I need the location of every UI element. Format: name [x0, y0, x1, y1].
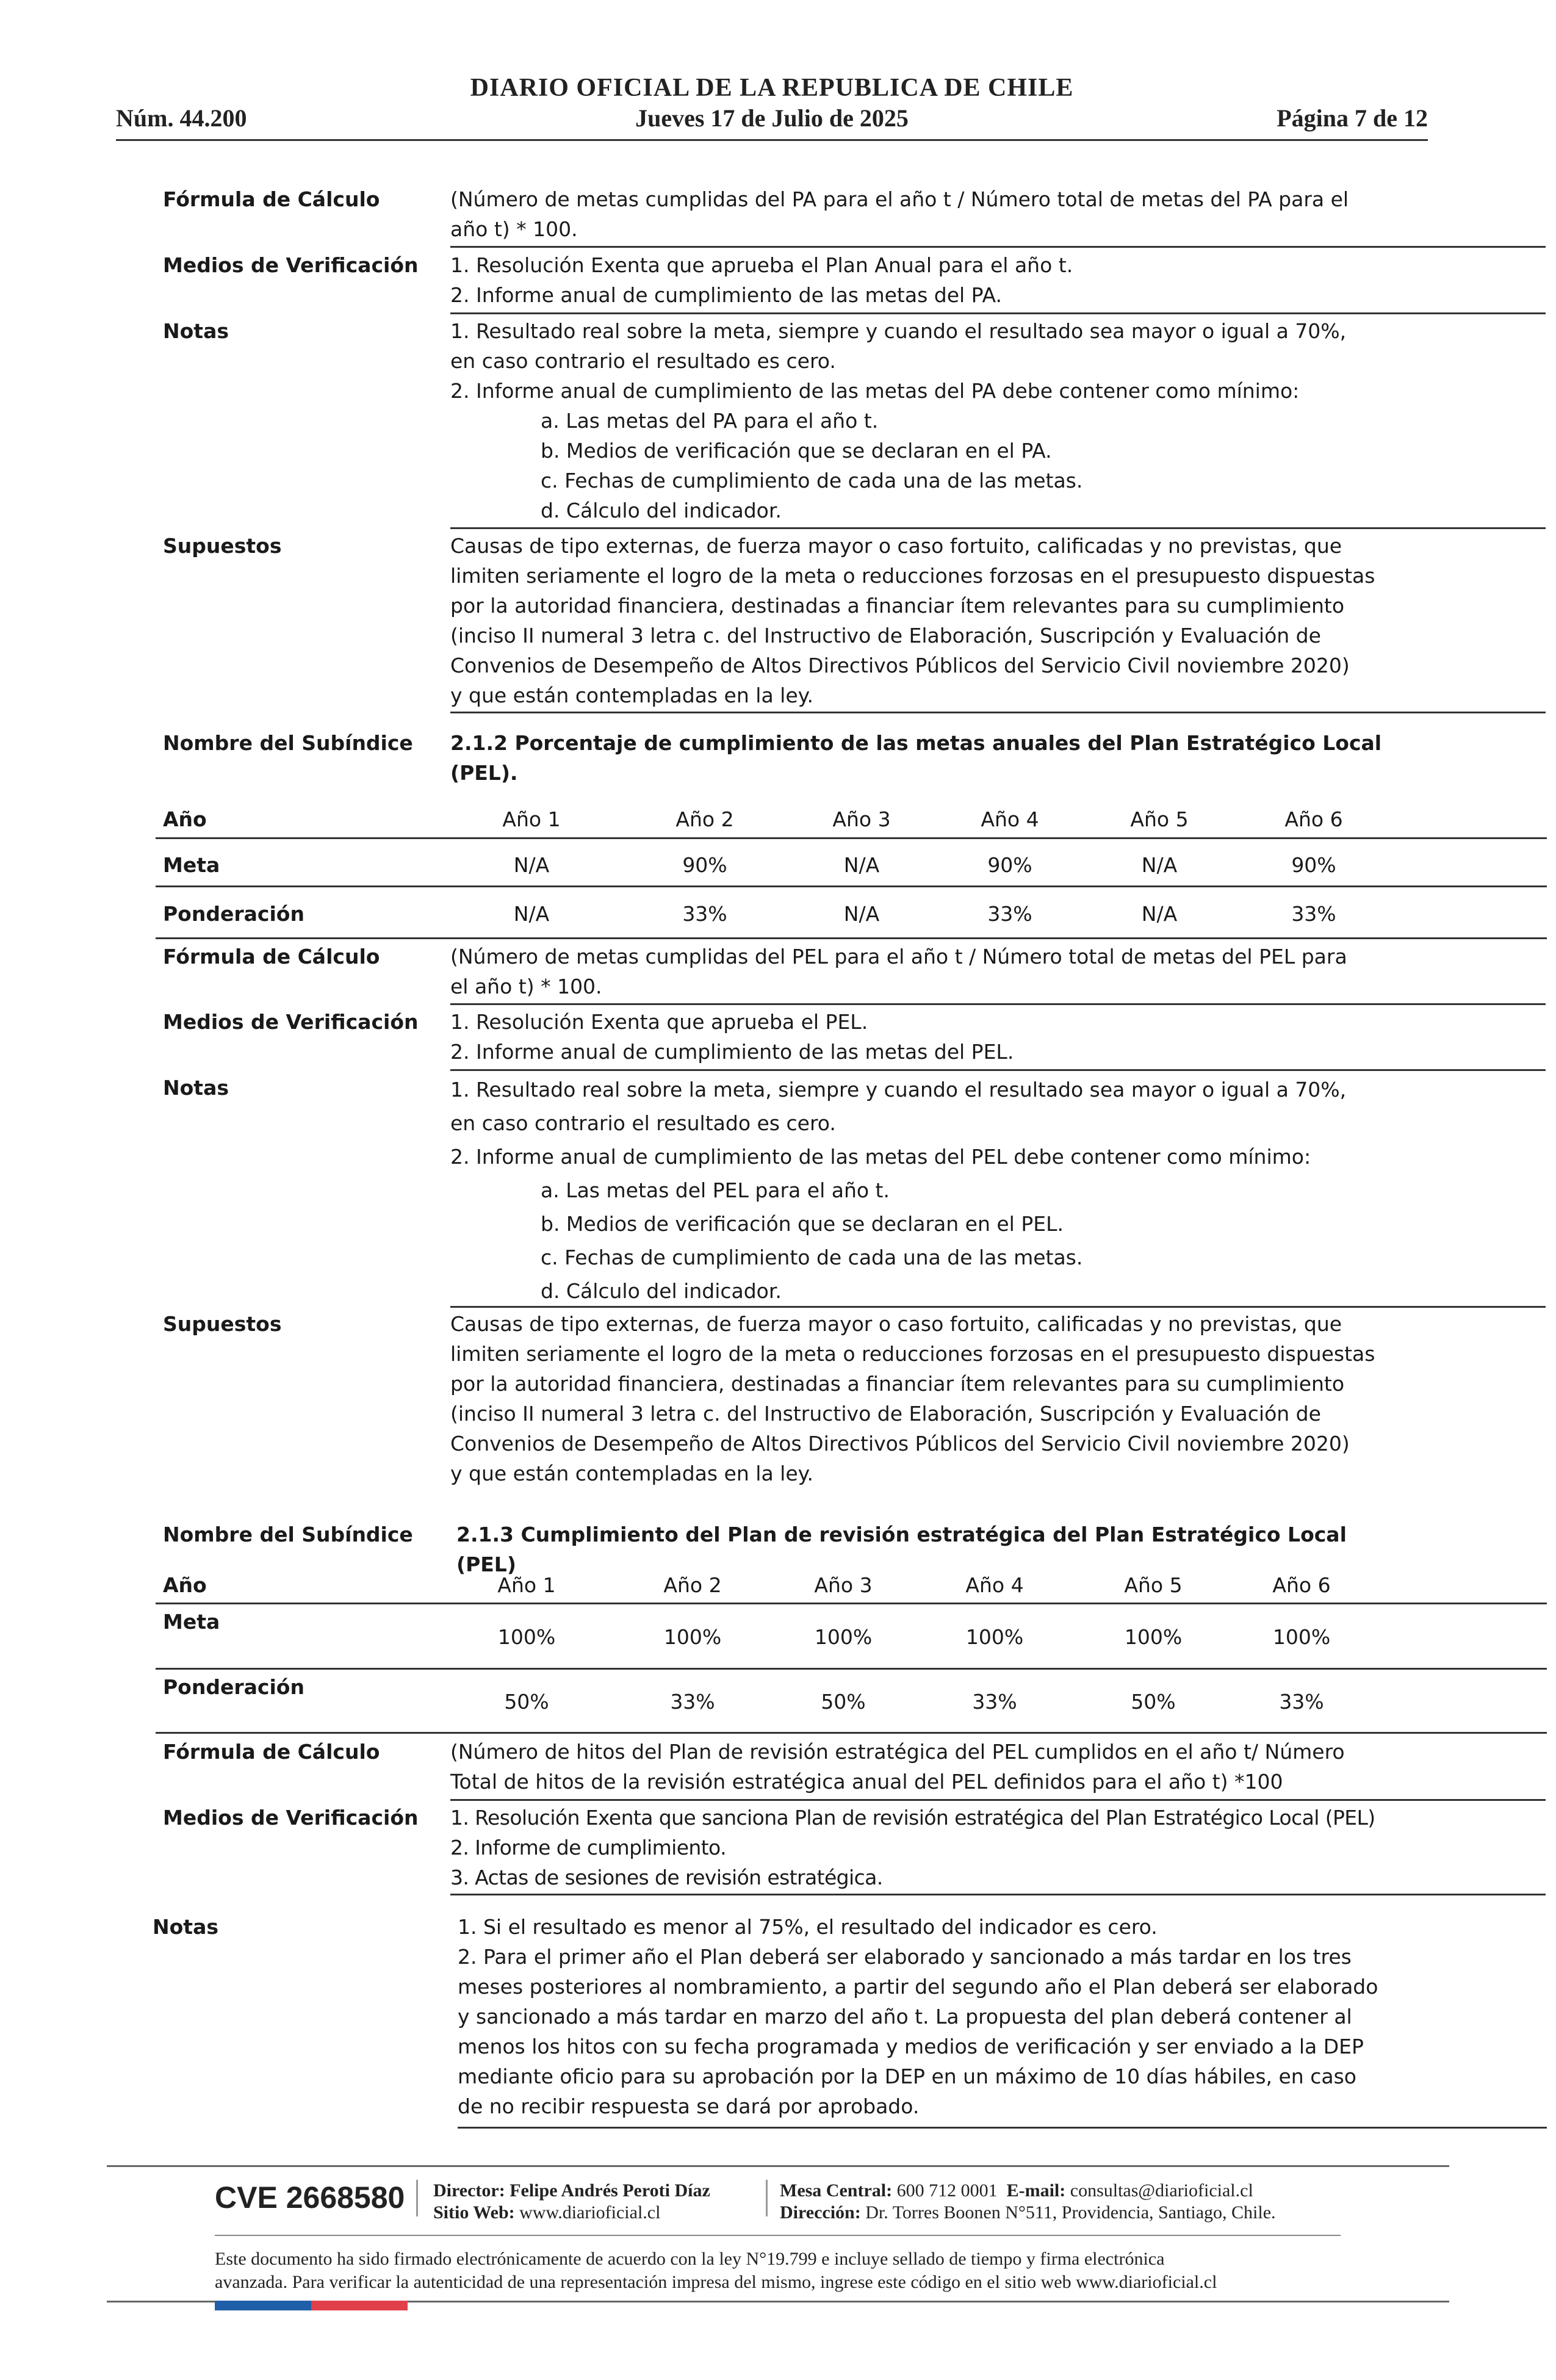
formula-text: (Número de metas cumplidas del PA para el año t / Número total de metas del PA para el año t) * 100. — [450, 187, 1349, 241]
formula-label: Fórmula de Cálculo — [163, 1740, 380, 1764]
formula-label: Fórmula de Cálculo — [163, 187, 380, 211]
supuestos-text: Causas de tipo externas, de fuerza mayor o caso fortuito, calificadas y no previstas, que limiten seriamente el logro de la meta o reducciones forzosas en el presupuesto dispuestas por la autoridad financiera, destinadas a financiar ítem relevantes para su cumplimiento (inciso II numeral 3 letra c. del Instructivo de Elaboración, Suscripción y Evaluación de Convenios de Desempeño de Altos Directivos Públicos del Servicio Civil noviembre 2020) y que están contempladas en la ley. — [450, 1312, 1375, 1485]
meta-cell: 100% — [1272, 1625, 1331, 1649]
ponderacion-cell: 50% — [504, 1690, 549, 1714]
footer-rule — [107, 2165, 1449, 2167]
year-cell: Año 3 — [832, 807, 891, 831]
row-rule — [156, 1603, 1547, 1604]
notas-text: 1. Si el resultado es menor al 75%, el resultado del indicador es cero. 2. Para el primer año el Plan deberá ser elaborado y sancionado a más tardar en los tres meses posteriores al nombramiento, a partir del segundo año el Plan deberá ser elaborado y sancionado a más tardar en marzo del año t. La propuesta del plan deberá contener al menos los hitos con su fecha programada y medios de verificación y ser enviado a la DEP mediante oficio para su aprobación por la DEP en un máximo de 10 días hábiles, en caso de no recibir respuesta se dará por aprobado. — [458, 1915, 1378, 2118]
year-cell: Año 5 — [1124, 1573, 1183, 1597]
ponderacion-label: Ponderación — [163, 1675, 304, 1699]
medios-label: Medios de Verificación — [163, 1010, 419, 1034]
notas-text: 1. Resultado real sobre la meta, siempre y cuando el resultado sea mayor o igual a 70%, en caso contrario el resultado es cero. 2. Informe anual de cumplimiento de las metas del PEL debe contener como mínimo: a. Las metas del PEL para el año t. b. Medios de verificación que se declaran en el PEL. c. Fechas de cumplimiento de cada una de las metas. d. Cálculo del indicador. — [450, 1078, 1347, 1303]
row-rule — [156, 1668, 1547, 1670]
year-cell: Año 6 — [1284, 807, 1343, 831]
year-cell: Año 5 — [1130, 807, 1189, 831]
ponderacion-label: Ponderación — [163, 902, 304, 926]
meta-label: Meta — [163, 1610, 220, 1634]
row-rule — [450, 1799, 1546, 1801]
meta-cell: N/A — [1141, 853, 1178, 877]
formula-text: (Número de hitos del Plan de revisión estratégica del PEL cumplidos en el año t/ Número Total de hitos de la revisión estratégica anual del PEL definidos para el año t) *100 — [450, 1740, 1345, 1794]
year-cell: Año 4 — [981, 807, 1039, 831]
ponderacion-cell: 33% — [987, 902, 1032, 926]
ponderacion-cell: N/A — [513, 902, 550, 926]
block-2-1-3 — [153, 0, 1391, 2136]
page-number: Página 7 de 12 — [1277, 104, 1428, 132]
year-cell: Año 1 — [497, 1573, 556, 1597]
notas-text: 1. Resultado real sobre la meta, siempre y cuando el resultado sea mayor o igual a 70%, en caso contrario el resultado es cero. 2. Informe anual de cumplimiento de las metas del PA debe contener como mínimo: a. Las metas del PA para el año t. b. Medios de verificación que se declaran en el PA. c. Fechas de cumplimiento de cada una de las metas. d. Cálculo del indicador. — [450, 319, 1347, 522]
year-cell: Año 4 — [965, 1573, 1024, 1597]
meta-cell: 100% — [814, 1625, 873, 1649]
formula-label: Fórmula de Cálculo — [163, 945, 380, 968]
issue-number: Núm. 44.200 — [116, 104, 247, 132]
meta-cell: 100% — [1124, 1625, 1183, 1649]
meta-label: Meta — [163, 853, 220, 877]
meta-cell: 90% — [987, 853, 1032, 877]
meta-cell: 90% — [682, 853, 727, 877]
ponderacion-cell: 33% — [682, 902, 727, 926]
year-cell: Año 2 — [675, 807, 734, 831]
footer-separator — [416, 2180, 418, 2216]
supuestos-text: Causas de tipo externas, de fuerza mayor o caso fortuito, calificadas y no previstas, que limiten seriamente el logro de la meta o reducciones forzosas en el presupuesto dispuestas por la autoridad financiera, destinadas a financiar ítem relevantes para su cumplimiento (inciso II numeral 3 letra c. del Instructivo de Elaboración, Suscripción y Evaluación de Convenios de Desempeño de Altos Directivos Públicos del Servicio Civil noviembre 2020) y que están contempladas en la ley. — [450, 534, 1375, 707]
notas-label: Notas — [163, 1076, 229, 1100]
supuestos-label: Supuestos — [163, 534, 282, 558]
meta-cell: N/A — [843, 853, 880, 877]
year-label: Año — [163, 807, 207, 831]
year-cell: Año 1 — [502, 807, 561, 831]
medios-text: 1. Resolución Exenta que aprueba el Plan Anual para el año t. 2. Informe anual de cumplimiento de las metas del PA. — [450, 253, 1073, 307]
flag-bar-red — [311, 2301, 408, 2310]
meta-cell: 100% — [663, 1625, 722, 1649]
footer-separator — [766, 2180, 768, 2216]
cve-code: CVE 2668580 — [215, 2180, 405, 2215]
subindex-title: 2.1.2 Porcentaje de cumplimiento de las metas anuales del Plan Estratégico Local (PEL). — [450, 731, 1382, 785]
signature-note: Este documento ha sido firmado electrónicamente de acuerdo con la ley N°19.799 e incluye sellado de tiempo y firma electrónica avanzada. Para verificar la autenticidad de una representación impresa del mismo, ingrese este código en el sitio web www.diarioficial.cl — [215, 2249, 1217, 2292]
website-link[interactable]: www.diarioficial.cl — [519, 2202, 661, 2223]
row-rule — [458, 2127, 1547, 2129]
subindex-name-label: Nombre del Subíndice — [163, 1523, 413, 1546]
subindex-title: 2.1.3 Cumplimiento del Plan de revisión estratégica del Plan Estratégico Local (PEL) — [456, 1523, 1347, 1576]
subindex-name-label: Nombre del Subíndice — [163, 731, 413, 755]
medios-label: Medios de Verificación — [163, 1806, 419, 1830]
medios-text: 1. Resolución Exenta que sanciona Plan de revisión estratégica del Plan Estratégico Local (PEL) 2. Informe de cumplimiento. 3. Actas de sesiones de revisión estratégica. — [450, 1806, 1375, 1889]
meta-cell: 100% — [497, 1625, 556, 1649]
ponderacion-cell: 33% — [670, 1690, 715, 1714]
ponderacion-cell: 50% — [821, 1690, 866, 1714]
supuestos-label: Supuestos — [163, 1312, 282, 1336]
footer-contact: Mesa Central: 600 712 0001 E-mail: consultas@diarioficial.cl Dirección: Dr. Torres Boonen N°511, Providencia, Santiago, Chile. — [780, 2180, 1276, 2223]
year-label: Año — [163, 1573, 207, 1597]
year-cell: Año 2 — [663, 1573, 722, 1597]
issue-date: Jueves 17 de Julio de 2025 — [635, 104, 909, 132]
ponderacion-cell: N/A — [1141, 902, 1178, 926]
meta-cell: N/A — [513, 853, 550, 877]
year-cell: Año 3 — [814, 1573, 873, 1597]
newspaper-title: DIARIO OFICIAL DE LA REPUBLICA DE CHILE — [470, 74, 1074, 102]
ponderacion-cell: N/A — [843, 902, 880, 926]
meta-cell: 90% — [1291, 853, 1336, 877]
row-rule — [450, 1894, 1546, 1895]
notas-label: Notas — [163, 319, 229, 343]
row-rule — [156, 1732, 1547, 1734]
medios-label: Medios de Verificación — [163, 253, 419, 277]
ponderacion-cell: 33% — [972, 1690, 1017, 1714]
email-link[interactable]: consultas@diarioficial.cl — [1070, 2180, 1253, 2201]
footer-inner-rule — [215, 2235, 1341, 2236]
medios-text: 1. Resolución Exenta que aprueba el PEL. 2. Informe anual de cumplimiento de las metas del PEL. — [450, 1010, 1014, 1064]
footer-director: Director: Felipe Andrés Peroti Díaz Sitio Web: www.diarioficial.cl — [433, 2180, 710, 2223]
ponderacion-cell: 50% — [1131, 1690, 1176, 1714]
ponderacion-cell: 33% — [1291, 902, 1336, 926]
formula-text: (Número de metas cumplidas del PEL para el año t / Número total de metas del PEL para el año t) * 100. — [450, 945, 1347, 998]
year-cell: Año 6 — [1272, 1573, 1331, 1597]
meta-cell: 100% — [965, 1625, 1024, 1649]
flag-bar-blue — [215, 2301, 311, 2310]
notas-label: Notas — [153, 1915, 218, 1939]
ponderacion-cell: 33% — [1279, 1690, 1324, 1714]
